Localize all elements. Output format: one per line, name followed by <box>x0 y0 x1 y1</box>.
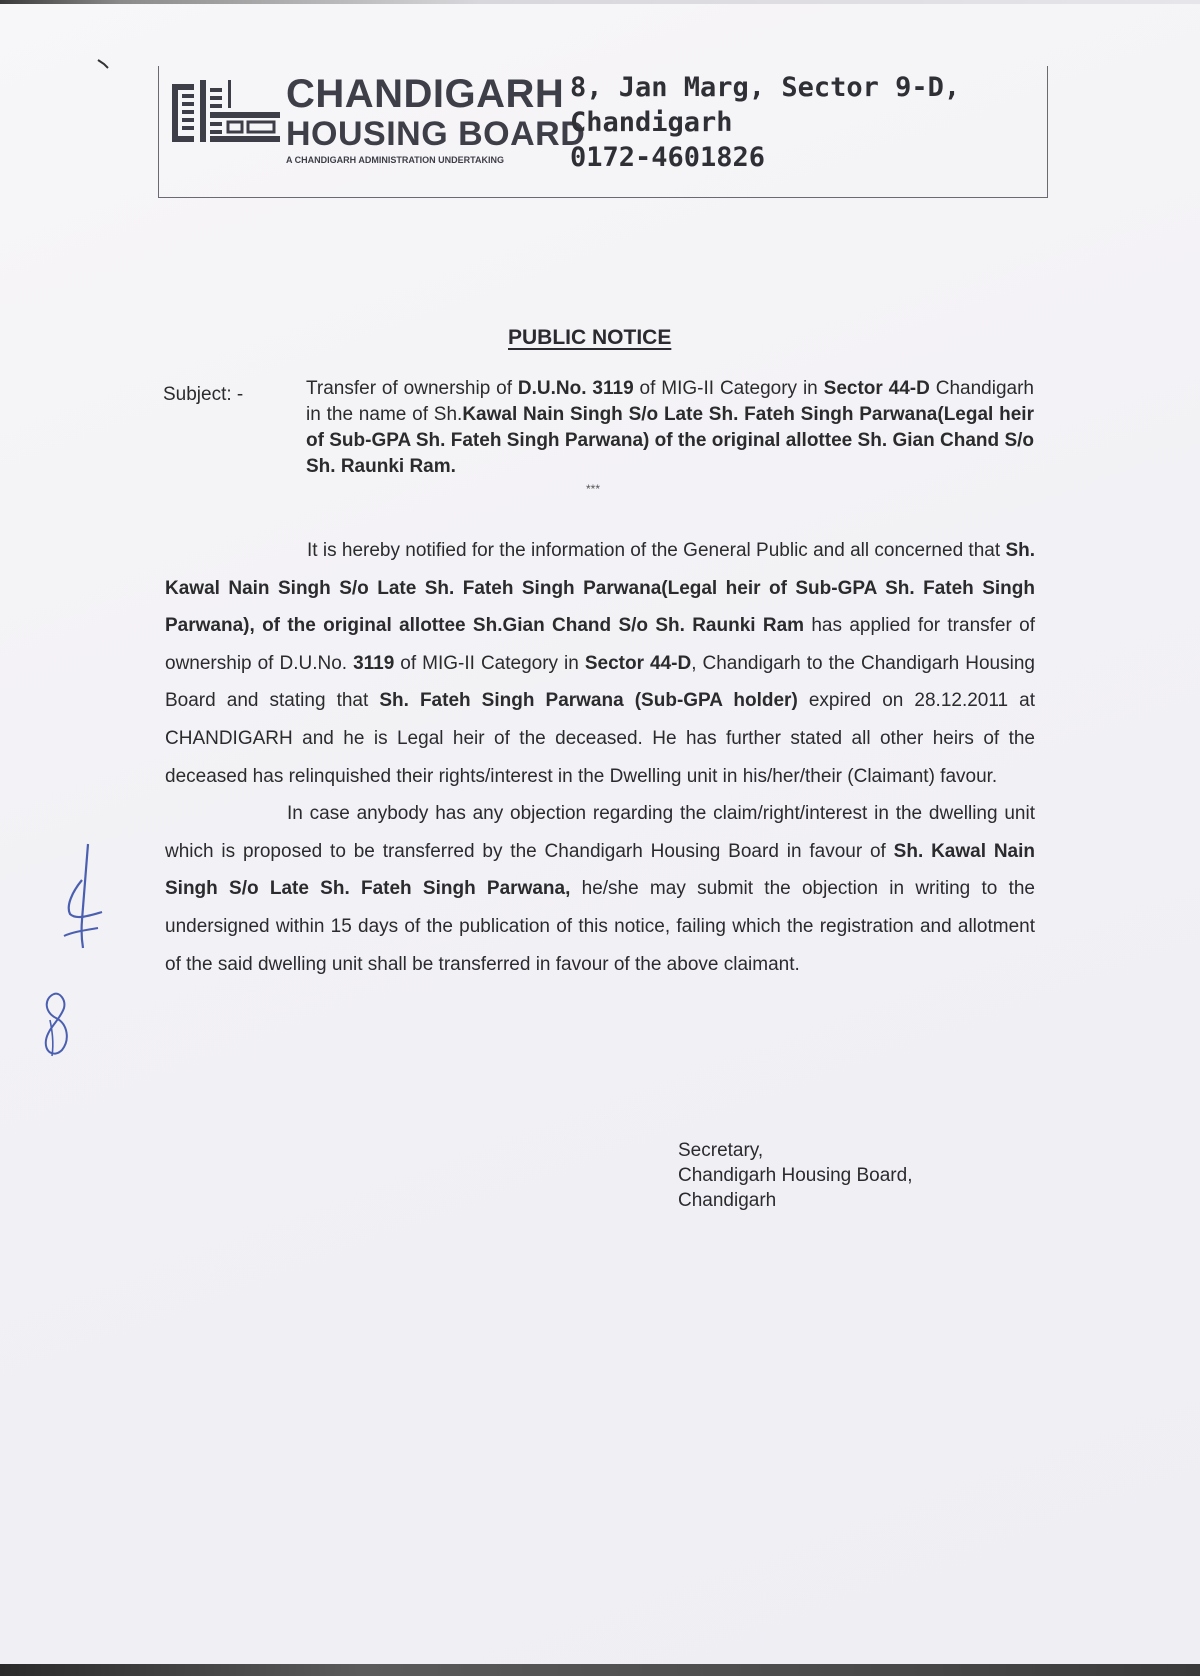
address-line-2: Chandigarh <box>570 107 733 138</box>
handwritten-initial-icon <box>58 840 108 950</box>
subject-part: of MIG-II Category in <box>633 378 824 399</box>
signatory-title: Secretary, <box>678 1140 764 1161</box>
body-part: , Chandigarh to the Chandigarh Housing Board and stating that <box>165 652 1035 712</box>
subject-part-bold: Sector 44-D <box>823 378 930 399</box>
signatory-city: Chandigarh <box>678 1190 777 1211</box>
letterhead-address <box>570 70 960 175</box>
org-name-line-1: CHANDIGARH <box>286 72 565 116</box>
body-part: In case anybody has any objection regarding the claim/right/interest in the dwelling unit which is proposed to be transferred by the Chandigarh Housing Board in favour of <box>165 803 1035 862</box>
body-part: expired on 28.12.2011 at CHANDIGARH and he is Legal heir of the deceased. He has further stated all other heirs of the deceased has relinquished their rights/interest in the Dwelling unit in his/her/their (Claimant) favour. <box>165 690 1036 787</box>
phone-number: 0172-4601826 <box>570 142 766 173</box>
body-part: he/she may submit the objection in writing to the undersigned within 15 days of the publication of this notice, failing which the registration and allotment of the said dwelling unit shall be transferred in favour of the above claimant. <box>165 878 1035 975</box>
logo-wordmark <box>286 72 586 166</box>
handwritten-number-icon <box>40 990 74 1060</box>
notice-title: PUBLIC NOTICE <box>508 326 672 349</box>
subject-part: Chandigarh in the name of Sh. <box>306 378 1034 425</box>
separator-stars: *** <box>586 482 601 496</box>
body-part: of MIG-II Category in <box>394 652 585 674</box>
body-part-bold: Sh. Kawal Nain Singh S/o Late Sh. Fateh Singh Parwana, <box>165 840 1035 900</box>
signatory-org: Chandigarh Housing Board, <box>678 1165 913 1186</box>
body-part: It is hereby notified for the information of the General Public and all concerned that <box>307 540 1006 561</box>
body-part-bold: Sh. Kawal Nain Singh S/o Late Sh. Fateh Singh Parwana(Legal heir of Sub-GPA Sh. Fateh Singh Parwana), of the original allottee Sh.Gian Chand S/o Sh. Raunki Ram <box>165 540 1035 637</box>
notice-body <box>165 532 1035 983</box>
subject-text <box>306 376 1034 480</box>
body-part-bold: Sector 44-D <box>584 652 692 674</box>
subject-label: Subject: - <box>163 384 244 405</box>
body-paragraph-2 <box>165 795 1035 983</box>
address-line-1: 8, Jan Marg, Sector 9-D, <box>570 72 961 103</box>
body-part-bold: Sh. Fateh Singh Parwana (Sub-GPA holder) <box>379 690 798 712</box>
subject-part: Transfer of ownership of <box>306 378 518 399</box>
body-part-bold: 3119 <box>353 652 395 674</box>
subject-part-bold: D.U.No. 3119 <box>517 378 634 399</box>
body-part: has applied for transfer of ownership of D.U.No. <box>165 615 1035 674</box>
scan-speck-icon <box>96 58 110 70</box>
subject-part-bold: Kawal Nain Singh S/o Late Sh. Fateh Singh Parwana(Legal heir of Sub-GPA Sh. Fateh Singh Parwana) of the original allottee Sh. Gian Chand S/o Sh. Raunki Ram. <box>306 404 1034 477</box>
org-tagline: A CHANDIGARH ADMINISTRATION UNDERTAKING <box>286 155 504 165</box>
chb-logo-icon <box>172 80 280 146</box>
scan-edge-top <box>0 0 1200 4</box>
scan-edge-bottom <box>0 1664 1200 1676</box>
body-paragraph-1 <box>165 532 1035 795</box>
org-name-line-2: HOUSING BOARD <box>286 115 586 153</box>
signature-block <box>678 1138 913 1213</box>
